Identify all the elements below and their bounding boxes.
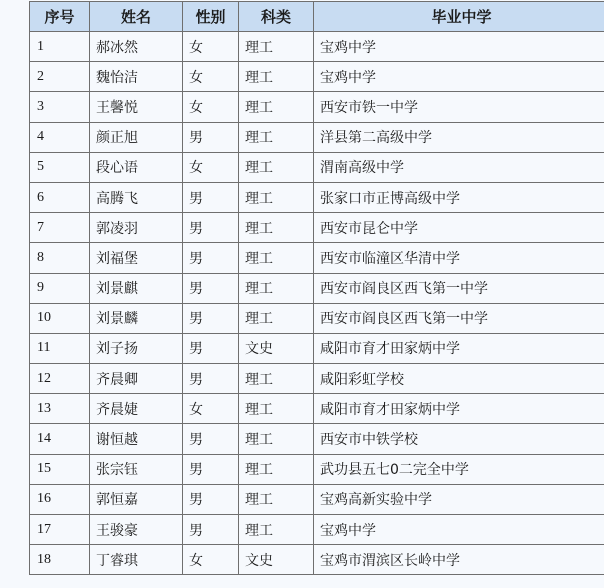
cell-gender: 女 (183, 394, 239, 424)
table-row (30, 32, 604, 62)
cell-gender: 男 (183, 182, 239, 212)
cell-gender: 男 (183, 484, 239, 514)
table-row (30, 394, 604, 424)
cell-school: 西安市中铁学校 (314, 424, 604, 454)
cell-index: 14 (30, 424, 90, 454)
cell-index: 12 (30, 364, 90, 394)
cell-name: 魏怡洁 (90, 62, 183, 92)
cell-school: 宝鸡中学 (314, 515, 604, 545)
table-row (30, 273, 604, 303)
cell-category: 理工 (239, 454, 314, 484)
cell-category: 理工 (239, 32, 314, 62)
cell-gender: 男 (183, 454, 239, 484)
table-row (30, 484, 604, 514)
cell-gender: 男 (183, 122, 239, 152)
cell-name: 刘景麟 (90, 303, 183, 333)
cell-category: 文史 (239, 333, 314, 363)
cell-gender: 男 (183, 303, 239, 333)
cell-gender: 男 (183, 243, 239, 273)
cell-gender: 女 (183, 545, 239, 575)
cell-category: 理工 (239, 424, 314, 454)
table-row (30, 515, 604, 545)
cell-gender: 女 (183, 152, 239, 182)
table-row (30, 333, 604, 363)
cell-school: 咸阳市育才田家炳中学 (314, 333, 604, 363)
cell-name: 谢恒越 (90, 424, 183, 454)
cell-school: 宝鸡市渭滨区长岭中学 (314, 545, 604, 575)
cell-index: 17 (30, 515, 90, 545)
cell-gender: 男 (183, 424, 239, 454)
cell-gender: 男 (183, 273, 239, 303)
cell-index: 11 (30, 333, 90, 363)
cell-name: 郝冰然 (90, 32, 183, 62)
cell-name: 郭恒嘉 (90, 484, 183, 514)
table-row (30, 182, 604, 212)
table-row (30, 152, 604, 182)
table-row (30, 364, 604, 394)
cell-school: 宝鸡中学 (314, 32, 604, 62)
cell-school: 渭南高级中学 (314, 152, 604, 182)
cell-index: 7 (30, 213, 90, 243)
cell-index: 15 (30, 454, 90, 484)
cell-school: 咸阳彩虹学校 (314, 364, 604, 394)
cell-category: 理工 (239, 364, 314, 394)
cell-category: 理工 (239, 303, 314, 333)
cell-gender: 男 (183, 213, 239, 243)
cell-name: 刘景麒 (90, 273, 183, 303)
cell-school: 咸阳市育才田家炳中学 (314, 394, 604, 424)
table-row (30, 424, 604, 454)
header-gender: 性别 (183, 2, 239, 32)
cell-name: 高腾飞 (90, 182, 183, 212)
cell-name: 丁睿琪 (90, 545, 183, 575)
cell-category: 理工 (239, 243, 314, 273)
cell-name: 颜正旭 (90, 122, 183, 152)
cell-category: 理工 (239, 122, 314, 152)
cell-gender: 女 (183, 32, 239, 62)
cell-index: 13 (30, 394, 90, 424)
cell-school: 西安市阎良区西飞第一中学 (314, 273, 604, 303)
cell-category: 理工 (239, 213, 314, 243)
cell-category: 理工 (239, 92, 314, 122)
cell-school: 洋县第二高级中学 (314, 122, 604, 152)
cell-gender: 男 (183, 515, 239, 545)
cell-index: 16 (30, 484, 90, 514)
table-row (30, 62, 604, 92)
table-row (30, 243, 604, 273)
cell-index: 2 (30, 62, 90, 92)
table-row (30, 454, 604, 484)
cell-school: 西安市临潼区华清中学 (314, 243, 604, 273)
table-row (30, 92, 604, 122)
cell-category: 理工 (239, 62, 314, 92)
table-header-row (30, 2, 604, 32)
cell-name: 郭凌羽 (90, 213, 183, 243)
cell-school: 张家口市正博高级中学 (314, 182, 604, 212)
cell-name: 王馨悦 (90, 92, 183, 122)
cell-index: 18 (30, 545, 90, 575)
table-row (30, 303, 604, 333)
cell-index: 10 (30, 303, 90, 333)
cell-index: 6 (30, 182, 90, 212)
cell-index: 4 (30, 122, 90, 152)
cell-category: 理工 (239, 273, 314, 303)
cell-category: 文史 (239, 545, 314, 575)
cell-school: 西安市铁一中学 (314, 92, 604, 122)
cell-school: 宝鸡中学 (314, 62, 604, 92)
table-row (30, 545, 604, 575)
table-row (30, 122, 604, 152)
table-row (30, 213, 604, 243)
cell-name: 刘子扬 (90, 333, 183, 363)
cell-gender: 男 (183, 364, 239, 394)
cell-school: 西安市昆仑中学 (314, 213, 604, 243)
cell-school: 武功县五七0二完全中学 (314, 454, 604, 484)
cell-name: 刘福堡 (90, 243, 183, 273)
cell-school: 西安市阎良区西飞第一中学 (314, 303, 604, 333)
cell-name: 段心语 (90, 152, 183, 182)
header-school: 毕业中学 (314, 2, 604, 32)
cell-index: 1 (30, 32, 90, 62)
cell-school: 宝鸡高新实验中学 (314, 484, 604, 514)
student-table (29, 1, 604, 575)
header-index: 序号 (30, 2, 90, 32)
cell-index: 9 (30, 273, 90, 303)
cell-index: 3 (30, 92, 90, 122)
cell-name: 张宗钰 (90, 454, 183, 484)
cell-category: 理工 (239, 152, 314, 182)
cell-category: 理工 (239, 484, 314, 514)
table-body (30, 32, 604, 575)
cell-index: 8 (30, 243, 90, 273)
cell-gender: 女 (183, 92, 239, 122)
cell-category: 理工 (239, 394, 314, 424)
cell-name: 齐晨婕 (90, 394, 183, 424)
header-name: 姓名 (90, 2, 183, 32)
cell-category: 理工 (239, 182, 314, 212)
header-category: 科类 (239, 2, 314, 32)
cell-name: 齐晨卿 (90, 364, 183, 394)
cell-gender: 女 (183, 62, 239, 92)
cell-gender: 男 (183, 333, 239, 363)
cell-category: 理工 (239, 515, 314, 545)
cell-name: 王骏豪 (90, 515, 183, 545)
cell-index: 5 (30, 152, 90, 182)
